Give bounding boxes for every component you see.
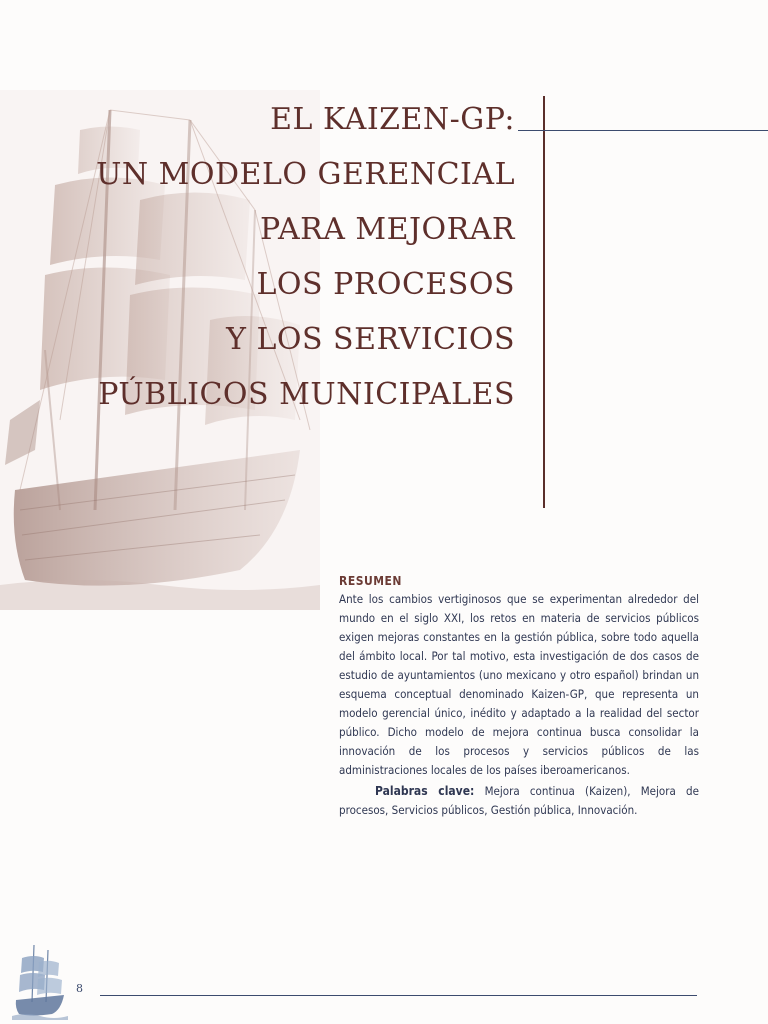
keywords (339, 782, 699, 820)
title-horizontal-rule (518, 130, 768, 131)
title-line: Y LOS SERVICIOS (226, 322, 515, 357)
abstract-section (339, 573, 699, 820)
title-line: PARA MEJORAR (260, 212, 515, 247)
keywords-text: Mejora continua (Kaizen), Mejora de procesos, Servicios públicos, Gestión pública, Innovación. (339, 784, 699, 817)
title-line: LOS PROCESOS (256, 267, 515, 302)
abstract-heading: RESUMEN (339, 574, 402, 588)
article-title (96, 92, 515, 422)
title-line: UN MODELO GERENCIAL (96, 157, 515, 192)
sailing-ship-icon (12, 940, 68, 1020)
abstract-text: Ante los cambios vertiginosos que se experimentan alrededor del mundo en el siglo XXI, los retos en materia de servicios públicos exigen mejoras constantes en la gestión pública, sobre todo aquella del ámbito local. Por tal motivo, esta investigación de dos casos de estudio de ayuntamientos (uno mexicano y otro español) brindan un esquema conceptual denominado Kaizen-GP, que representa un modelo gerencial único, inédito y adaptado a la realidad del sector público. Dicho modelo de mejora continua busca consolidar la innovación de los procesos y servicios públicos de las administraciones locales de los países iberoamericanos. (339, 592, 699, 777)
title-line: PÚBLICOS MUNICIPALES (98, 377, 515, 412)
title-vertical-rule (543, 96, 545, 508)
footer-rule (100, 995, 697, 996)
page-number: 8 (76, 982, 83, 995)
keywords-label: Palabras clave: (375, 784, 475, 798)
title-line: EL KAIZEN-GP: (270, 102, 515, 137)
